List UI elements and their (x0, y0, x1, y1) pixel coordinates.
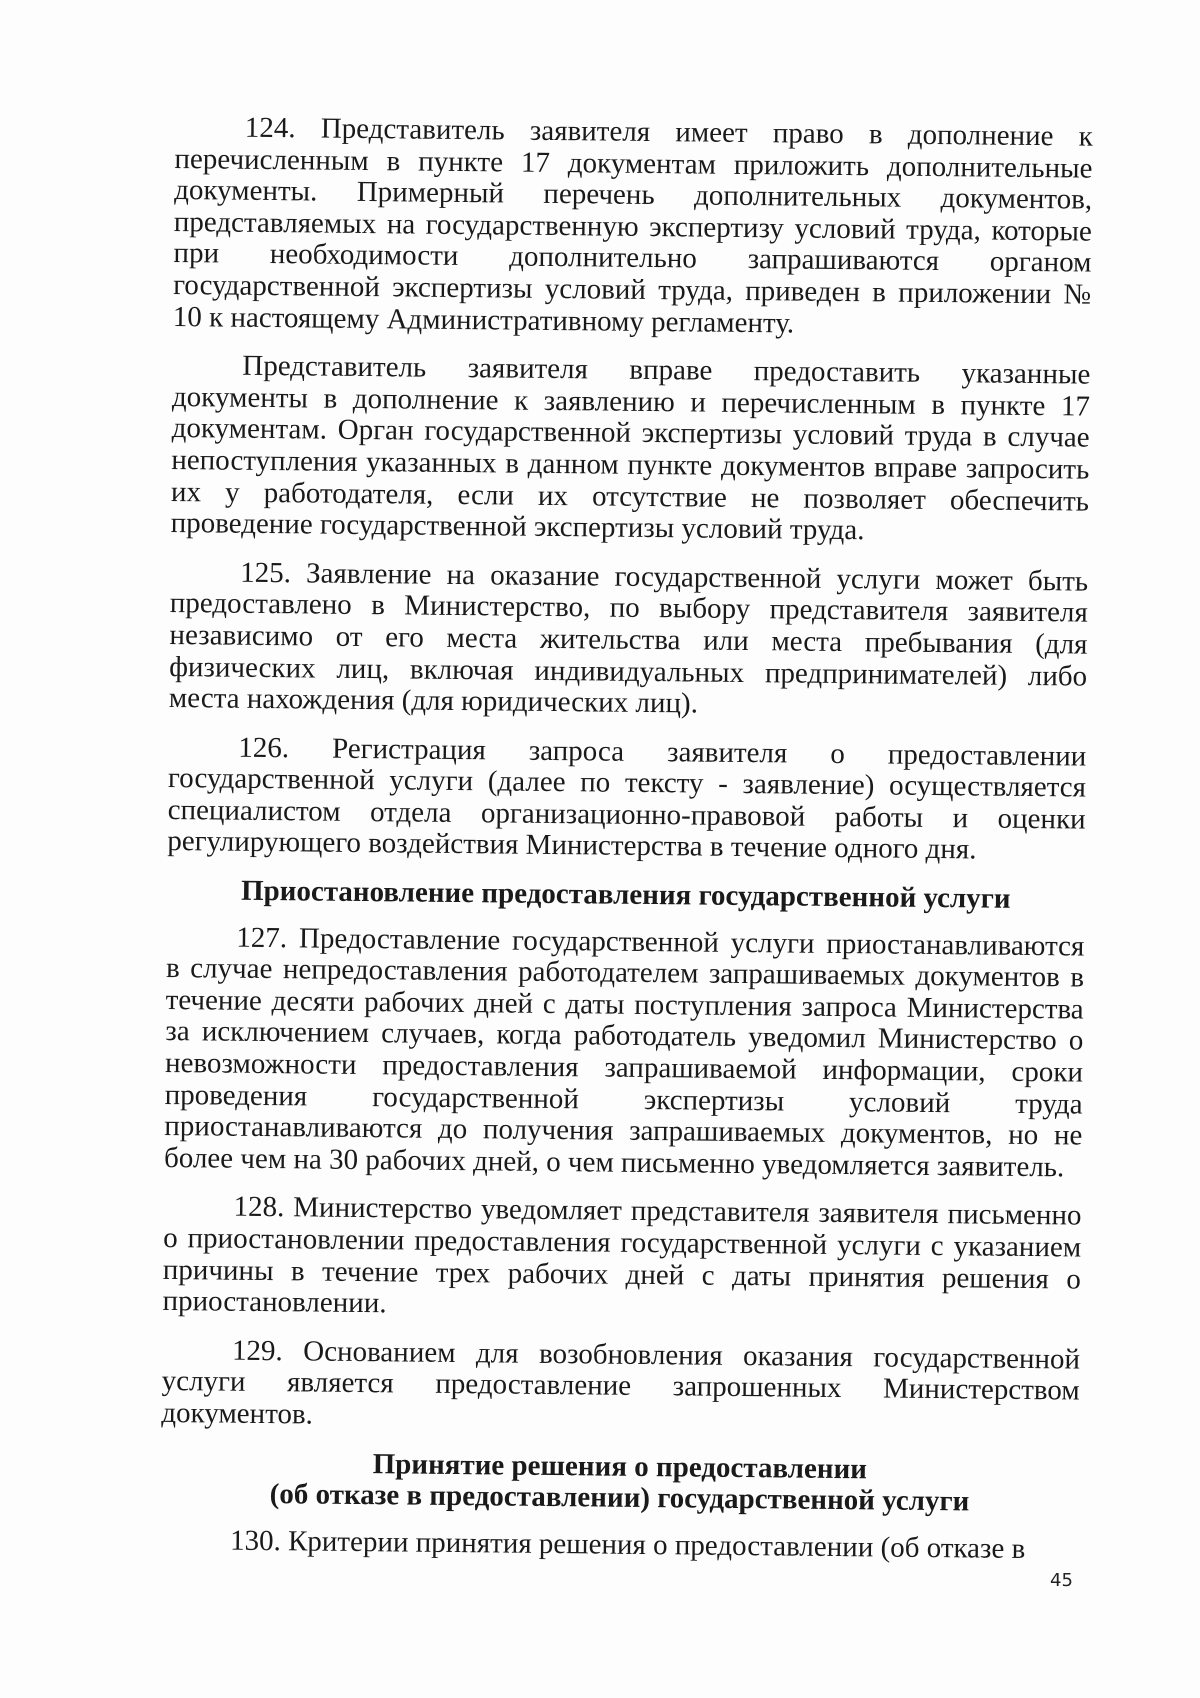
page-number: 45 (1050, 1570, 1073, 1591)
paragraph-130: 130. Критерии принятия решения о предоставлении (об отказе в (229, 1524, 1026, 1565)
paragraph-124: 124. Представитель заявителя имеет право в дополнение к перечисленным в пункте 17 документам приложить дополнительные документы. Примерный перечень дополнительных документов, представляемых на государственную экспертизу условий труда, которые при необходимости дополнительно запрашиваются органом государственной экспертизы условий труда, приведен в приложении № 10 к настоящему Административному регламенту. (172, 111, 1093, 340)
paragraph-125: 125. Заявление на оказание государственной услуги может быть предоставлено в Министерство, по выбору представителя заявителя независимо от его места жительства или места пребывания (для физических лиц, включая индивидуальных предпринимателей) либо места нахождения (для юридических лиц). (168, 556, 1089, 720)
document-body (160, 112, 1093, 1583)
paragraph-128: 128. Министерство уведомляет представителя заявителя письменно о приостановлении предоставления государственной услуги с указанием причины в течение трех рабочих дней с даты принятия решения о приостановлении. (162, 1191, 1082, 1320)
paragraph-124-continuation: Представитель заявителя вправе предоставить указанные документы в дополнение к заявлению и перечисленным в пункте 17 документам. Орган государственной экспертизы условий труда в случае непоступления указанных в данном пункте документов вправе запросить их у работодателя, если их отсутствие не позволяет обеспечить проведение государственной экспертизы условий труда. (170, 349, 1091, 547)
paragraph-126: 126. Регистрация запроса заявителя о предоставлении государственной услуги (далее по тексту - заявление) осуществляется специалистом отдела организационно-правовой работы и оценки регулирующего воздействия Министерства в течение одного дня. (167, 731, 1087, 866)
section-heading-decision (160, 1446, 1079, 1519)
paragraph-129: 129. Основанием для возобновления оказания государственной услуги является предоставление запрошенных Министерством документов. (161, 1334, 1081, 1431)
section-heading-suspension: Приостановление предоставления государственной услуги (240, 874, 1011, 915)
section-heading-decision-line-1: Принятие решения о предоставлении (372, 1447, 868, 1485)
paragraph-127: 127. Предоставление государственной услуги приостанавливаются в случае непредоставления работодателем запрашиваемых документов в течение десяти рабочих дней с даты поступления запроса Министерства за исключением случаев, когда работодатель уведомил Министерство о невозможности предоставления запрашиваемой информации, сроки проведения государственной экспертизы условий труда приостанавливаются до получения запрашиваемых документов, но не более чем на 30 рабочих дней, о чем письменно уведомляется заявитель. (163, 921, 1085, 1184)
section-heading-decision-line-2: (об отказе в предоставлении) государственной услуги (269, 1478, 970, 1518)
